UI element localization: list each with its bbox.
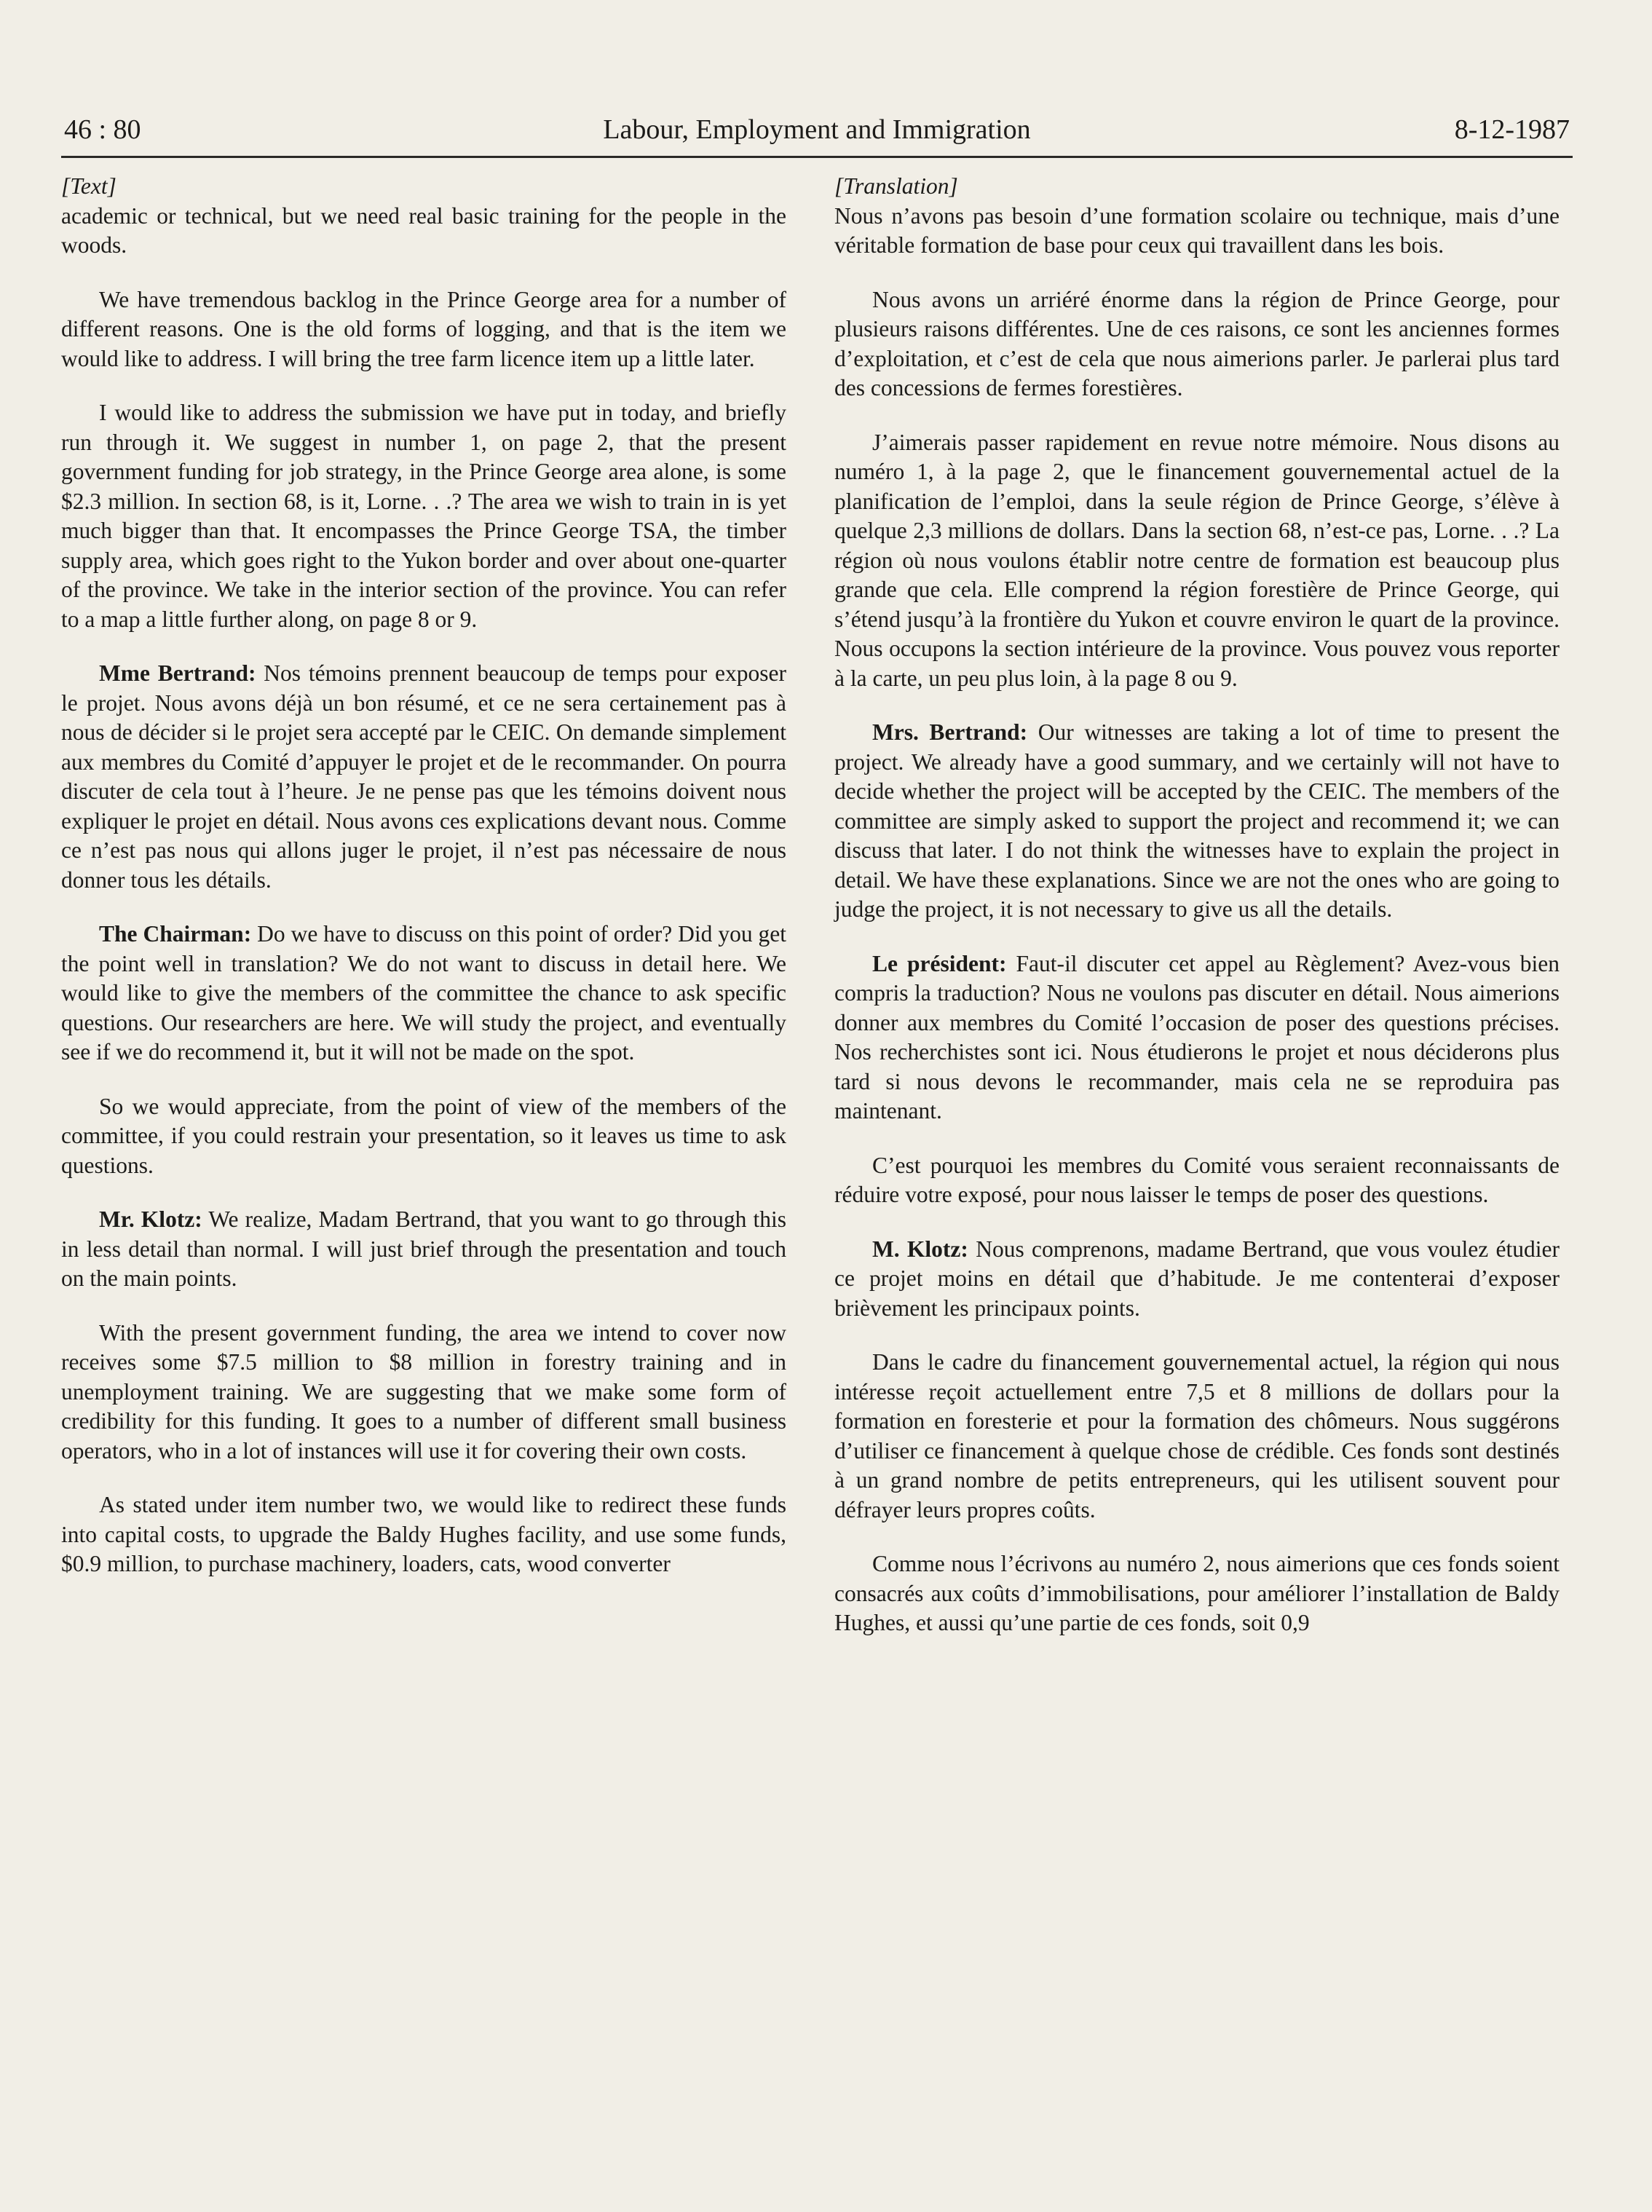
paragraph-speaker: Mr. Klotz:	[99, 1206, 202, 1232]
paragraph	[61, 1319, 786, 1466]
paragraph-text: Dans le cadre du financement gouvernemental actuel, la région qui nous intéresse reçoit actuellement entre 7,5 et 8 millions de dollars pour la formation en foresterie et pour la formation des chômeurs. Nous suggérons d’utiliser ce financement à quelque chose de crédible. Ces fonds sont destinés à un grand nombre de petits entrepreneurs, qui les utilisent souvent pour défrayer leurs propres coûts.	[834, 1349, 1560, 1522]
paragraph-text: Nos témoins prennent beaucoup de temps pour exposer le projet. Nous avons déjà un bon résumé, et ce ne sera certainement pas à nous de décider si le projet sera accepté par le CEIC. On demande simplement aux membres du Comité d’appuyer le projet et de le recommander. On pourra discuter de cela tout à l’heure. Je ne pense pas que les témoins doivent nous expliquer le projet en détail. Nous avons ces explications devant nous. Comme ce n’est pas nous qui allons juger le projet, il n’est pas nécessaire de nous donner tous les détails.	[61, 660, 786, 893]
paragraph-text: So we would appreciate, from the point of view of the members of the committee, if you could restrain your presentation, so it leaves us time to ask questions.	[61, 1093, 786, 1178]
column-label-text: [Text]	[61, 173, 116, 199]
page-date: 8-12-1987	[1454, 114, 1570, 145]
paragraph	[834, 949, 1560, 1126]
paragraph-text: Nous n’avons pas besoin d’une formation scolaire ou technique, mais d’une véritable formation de base pour ceux qui travaillent dans les bois.	[834, 202, 1560, 258]
paragraph-text: Our witnesses are taking a lot of time to present the project. We already have a good summary, and we certainly will not have to decide whether the project will be accepted by the CEIC. The members of the committee are simply asked to support the project and recommend it; we can discuss that later. I do not think the witnesses have to explain the project in detail. We have these explanations. Since we are not the ones who are going to judge the project, it is not necessary to give us all the details.	[834, 719, 1560, 922]
translation-column	[834, 172, 1560, 1663]
paragraph	[61, 202, 786, 261]
paragraph	[834, 1235, 1560, 1324]
committee-title: Labour, Employment and Immigration	[603, 114, 1031, 145]
paragraph-text: C’est pourquoi les membres du Comité vous seraient reconnaissants de réduire votre exposé, pour nous laisser le temps de poser des questions.	[834, 1152, 1560, 1207]
paragraph	[834, 202, 1560, 261]
paragraph	[834, 1151, 1560, 1210]
paragraph-speaker: M. Klotz:	[872, 1236, 968, 1262]
paragraph-text: Nous comprenons, madame Bertrand, que vous voulez étudier ce projet moins en détail que d’habitude. Je me contenterai d’exposer brièvement les principaux points.	[834, 1236, 1560, 1321]
paragraph	[61, 398, 786, 634]
paragraph	[834, 285, 1560, 403]
paragraph-text: As stated under item number two, we would like to redirect these funds into capital costs, to upgrade the Baldy Hughes facility, and use some funds, $0.9 million, to purchase machinery, loaders, cats, wood converter	[61, 1492, 786, 1576]
page-number: 46 : 80	[64, 114, 141, 145]
paragraph-speaker: Mrs. Bertrand:	[872, 719, 1028, 745]
paragraph-text: Do we have to discuss on this point of order? Did you get the point well in translation? We do not want to discuss in detail here. We would like to give the members of the committee the chance to ask specific questions. Our researchers are here. We will study the project, and eventually see if we do recommend it, but it will not be made on the spot.	[61, 921, 786, 1064]
paragraph	[61, 920, 786, 1067]
paragraph-text: I would like to address the submission we have put in today, and briefly run through it. We suggest in number 1, on page 2, that the present government funding for job strategy, in the Prince George area alone, is some $2.3 million. In section 68, is it, Lorne. . .? The area we wish to train in is yet much bigger than that. It encompasses the Prince George TSA, the timber supply area, which goes right to the Yukon border and over about one-quarter of the province. We take in the interior section of the province. You can refer to a map a little further along, on page 8 or 9.	[61, 400, 786, 632]
two-column-body	[61, 172, 1573, 2181]
paragraph	[61, 1490, 786, 1579]
paragraph-text: J’aimerais passer rapidement en revue notre mémoire. Nous disons au numéro 1, à la page 2, que le financement gouvernemental actuel de la planification de l’emploi, dans la seule région de Prince George, s’élève à quelque 2,3 millions de dollars. Dans la section 68, n’est-ce pas, Lorne. . .? La région où nous voulons établir notre centre de formation est beaucoup plus grande que cela. Elle comprend la région forestière de Prince George, qui s’étend jusqu’à la frontière du Yukon et couvre environ le quart de la province. Nous occupons la section intérieure de la province. Vous pouvez vous reporter à la carte, un peu plus loin, à la page 8 ou 9.	[834, 429, 1560, 691]
paragraph	[61, 285, 786, 374]
paragraph-text: Comme nous l’écrivons au numéro 2, nous aimerions que ces fonds soient consacrés aux coûts d’immobilisations, pour améliorer l’installation de Baldy Hughes, et aussi qu’une partie de ces fonds, soit 0,9	[834, 1551, 1560, 1635]
paragraph	[834, 718, 1560, 925]
page-header	[61, 109, 1573, 158]
paragraph-text: Faut-il discuter cet appel au Règlement? Avez-vous bien compris la traduction? Nous ne voulons pas discuter en détail. Nous aimerions donner aux membres du Comité l’occasion de poser des questions précises. Nos recherchistes sont ici. Nous étudierons le projet et nous déciderons plus tard si nous devons le recommander, mais cela ne se reproduira pas maintenant.	[834, 950, 1560, 1123]
document-page	[61, 109, 1573, 1635]
paragraph	[834, 1549, 1560, 1638]
paragraph-text: Nous avons un arriéré énorme dans la région de Prince George, pour plusieurs raisons différentes. Une de ces raisons, ce sont les anciennes formes d’exploitation, et c’est de cela que nous aimerions parler. Je parlerai plus tard des concessions de fermes forestières.	[834, 286, 1560, 400]
paragraph-text: We realize, Madam Bertrand, that you want to go through this in less detail than normal. I will just brief through the presentation and touch on the main points.	[61, 1206, 786, 1291]
paragraph-text: We have tremendous backlog in the Prince George area for a number of different reasons. One is the old forms of logging, and that is the item we would like to address. I will bring the tree farm licence item up a little later.	[61, 286, 786, 371]
paragraph	[834, 428, 1560, 694]
paragraph	[61, 1092, 786, 1181]
column-label-translation: [Translation]	[834, 173, 958, 199]
paragraph	[834, 1348, 1560, 1525]
paragraph-speaker: The Chairman:	[99, 921, 252, 947]
english-column	[61, 172, 786, 1604]
paragraph-text: academic or technical, but we need real basic training for the people in the woods.	[61, 202, 786, 258]
paragraph-text: With the present government funding, the area we intend to cover now receives some $7.5 million to $8 million in forestry training and in unemployment training. We are suggesting that we make some form of credibility for this funding. It goes to a number of different small business operators, who in a lot of instances will use it for covering their own costs.	[61, 1319, 786, 1464]
paragraph-speaker: Mme Bertrand:	[99, 660, 256, 686]
paragraph-speaker: Le président:	[872, 950, 1007, 976]
paragraph	[61, 659, 786, 895]
paragraph	[61, 1205, 786, 1294]
